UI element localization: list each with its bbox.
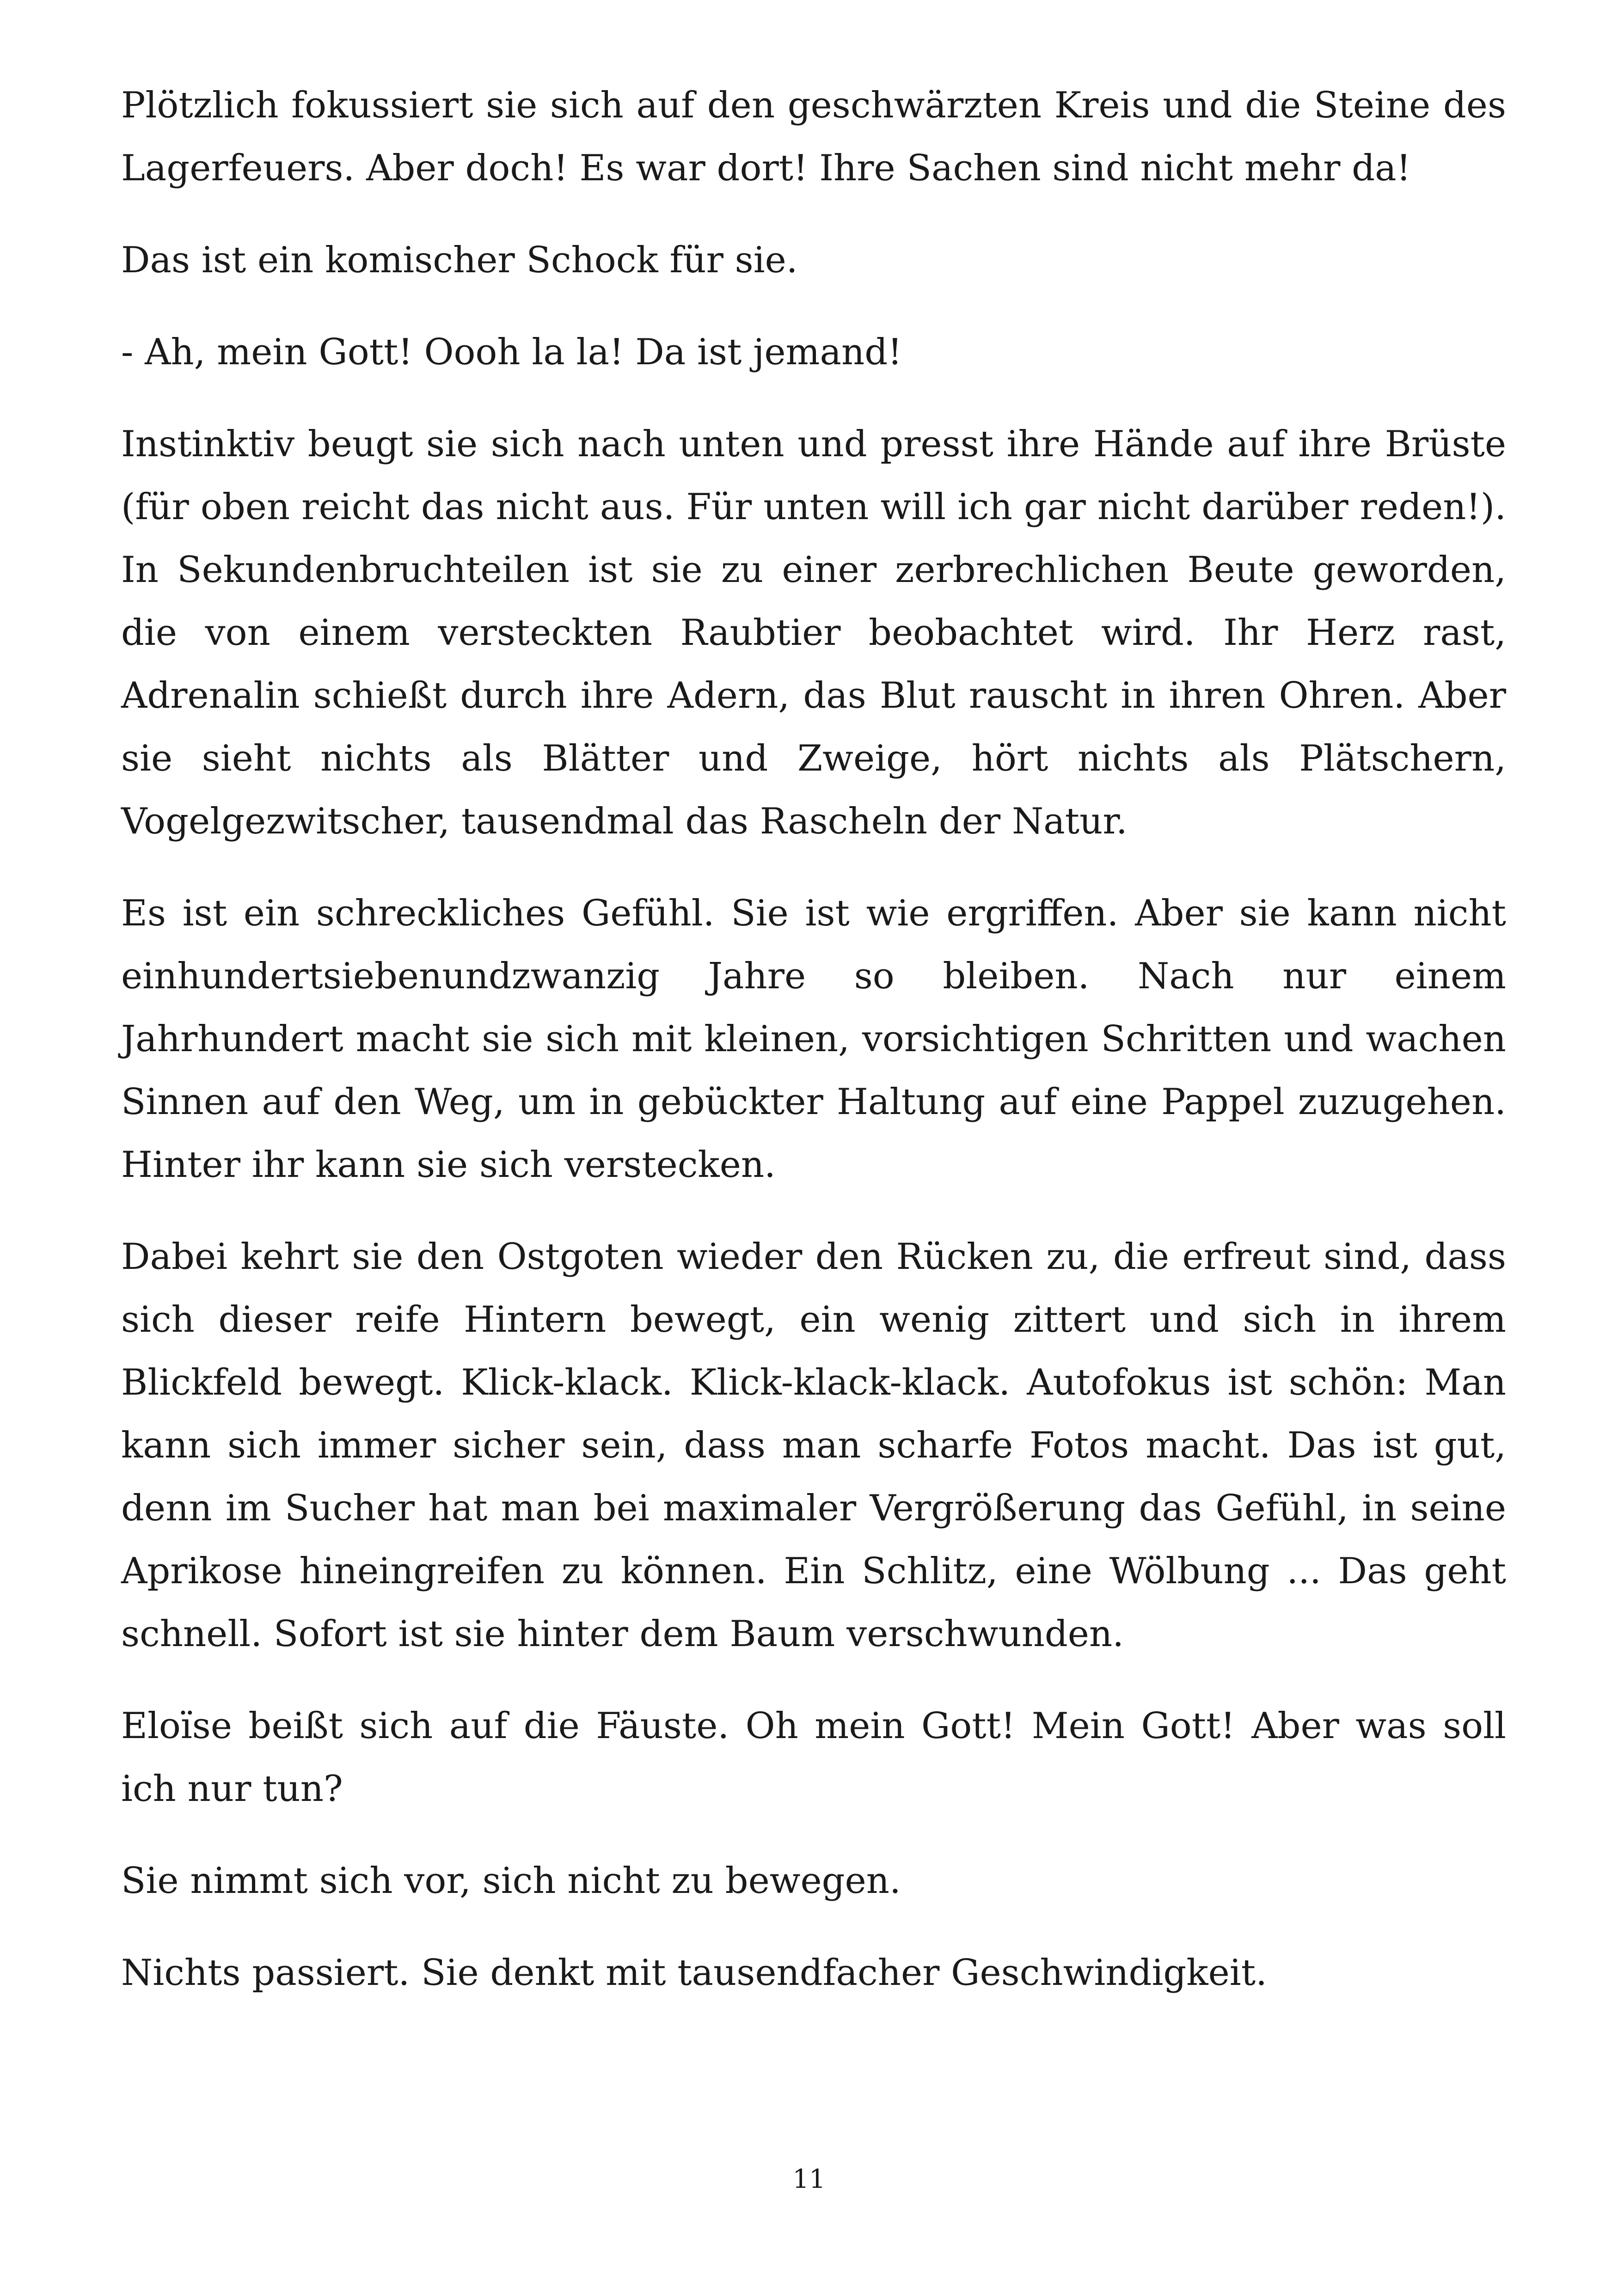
paragraph-8: Sie nimmt sich vor, sich nicht zu bewegen.: [121, 1860, 901, 1902]
paragraph-4: Instinktiv beugt sie sich nach unten und presst ihre Hände auf ihre Brüste (für oben reicht das nicht aus. Für unten will ich gar nicht darüber reden!). In Sekundenbruchteilen ist sie zu einer zerbrechlichen Beute geworden, die von einem versteckten Raubtier beobachtet wird. Ihr Herz rast, Adrenalin schießt durch ihre Adern, das Blut rauscht in ihren Ohren. Aber sie sieht nichts als Blätter und Zweige, hört nichts als Plätschern, Vogelgezwitscher, tausendmal das Rascheln der Natur.: [121, 423, 1506, 842]
paragraph-2: Das ist ein komischer Schock für sie.: [121, 239, 798, 281]
paragraph-1: Plötzlich fokussiert sie sich auf den geschwärzten Kreis und die Steine des Lagerfeuers. Aber doch! Es war dort! Ihre Sachen sind nicht mehr da!: [121, 85, 1506, 189]
paragraph-5: Es ist ein schreckliches Gefühl. Sie ist wie ergriffen. Aber sie kann nicht einhundertsiebenundzwanzig Jahre so bleiben. Nach nur einem Jahrhundert macht sie sich mit kleinen, vorsichtigen Schritten und wachen Sinnen auf den Weg, um in gebückter Haltung auf eine Pappel zuzugehen. Hinter ihr kann sie sich verstecken.: [121, 893, 1506, 1186]
paragraph-3-dialogue: - Ah, mein Gott! Oooh la la! Da ist jemand!: [121, 331, 902, 373]
paragraph-7: Eloïse beißt sich auf die Fäuste. Oh mein Gott! Mein Gott! Aber was soll ich nur tun?: [121, 1705, 1506, 1810]
paragraph-9: Nichts passiert. Sie denkt mit tausendfacher Geschwindigkeit.: [121, 1952, 1267, 1994]
body-text: [121, 74, 1506, 2033]
page-number: 11: [792, 2164, 826, 2194]
paragraph-6: Dabei kehrt sie den Ostgoten wieder den Rücken zu, die erfreut sind, dass sich dieser reife Hintern bewegt, ein wenig zittert und sich in ihrem Blickfeld bewegt. Klick-klack. Klick-klack-klack. Autofokus ist schön: Man kann sich immer sicher sein, dass man scharfe Fotos macht. Das ist gut, denn im Sucher hat man bei maximaler Vergrößerung das Gefühl, in seine Aprikose hineingreifen zu können. Ein Schlitz, eine Wölbung ... Das geht schnell. Sofort ist sie hinter dem Baum verschwunden.: [121, 1236, 1506, 1655]
